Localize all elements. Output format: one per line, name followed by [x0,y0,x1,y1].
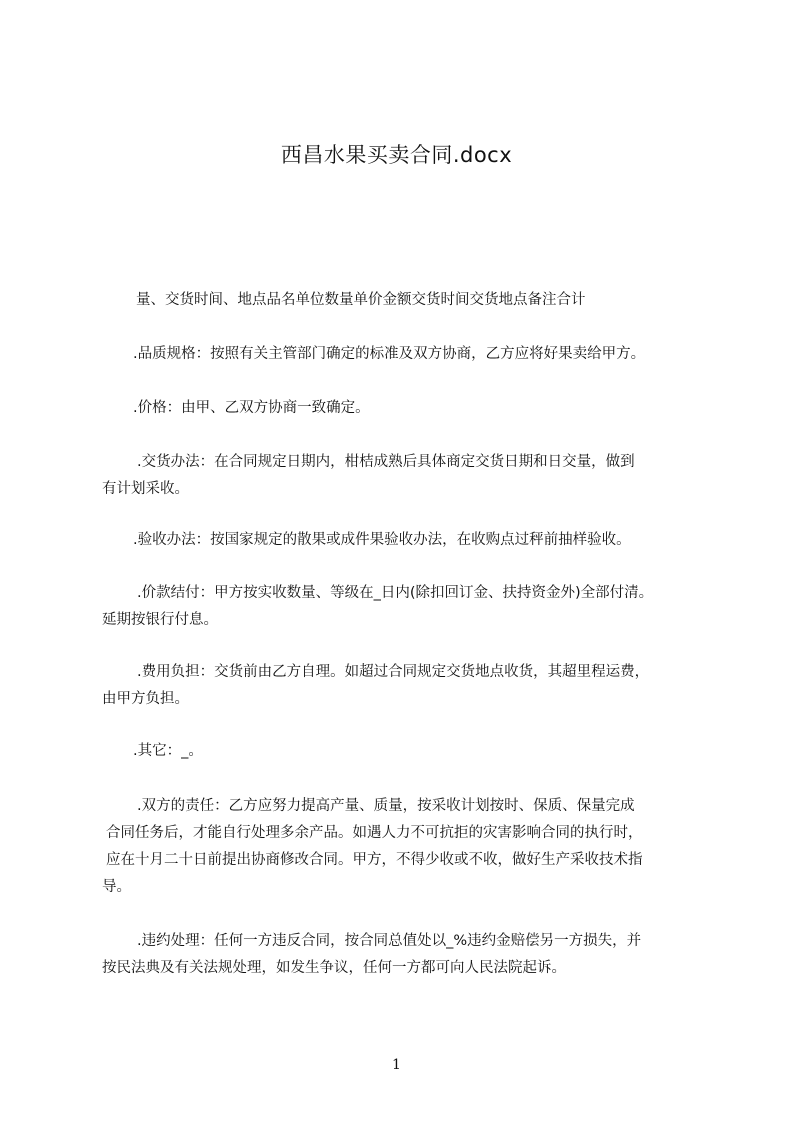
clause-line: .费用负担：交货前由乙方自理。如超过合同规定交货地点收货，其超里程运费， [137,664,650,680]
clause-expenses [102,659,714,713]
clause-line: .其它：_。 [133,743,203,759]
clause-line: .违约处理：任何一方违反合同，按合同总值处以_%违约金赔偿另一方损失，并 [137,933,642,949]
clause-line: 延期按银行付息。 [102,612,218,628]
document-title: 西昌水果买卖合同.docx [280,143,513,167]
clause-line: 由甲方负担。 [102,691,189,707]
clause-line: .验收办法：按国家规定的散果或成件果验收办法，在收购点过秤前抽样验收。 [133,532,631,548]
clause-line: .价格：由甲、乙双方协商一致确定。 [133,400,370,416]
clause-line: 应在十月二十日前提出协商修改合同。甲方，不得少收或不收，做好生产采收技术指 [106,852,643,868]
clause-line: 导。 [102,879,131,895]
page-number: 1 [392,1057,401,1073]
clause-line: .价款结付：甲方按实收数量、等级在_日内(除扣回订金、扶持资金外)全部付清。 [137,585,654,601]
clause-line: 合同任务后，才能自行处理多余产品。如遇人力不可抗拒的灾害影响合同的执行时， [106,825,643,841]
clause-line: .双方的责任：乙方应努力提高产量、质量，按采收计划按时、保质、保量完成 [137,798,635,814]
clause-goods-header [102,287,714,314]
clause-payment [102,580,714,634]
clause-delivery [102,449,714,503]
clause-line: 有计划采收。 [102,481,189,497]
clause-line: .交货办法：在合同规定日期内，柑桔成熟后具体商定交货日期和日交量，做到 [137,454,635,470]
clause-breach [102,928,714,982]
clause-responsibilities [102,793,714,901]
clause-quality [102,341,714,368]
clause-acceptance [102,527,714,554]
clause-price [102,395,714,422]
clause-line: 量、交货时间、地点品名单位数量单价金额交货时间交货地点备注合计 [136,292,586,308]
clause-other [102,738,714,765]
clause-line: .品质规格：按照有关主管部门确定的标准及双方协商，乙方应将好果卖给甲方。 [133,346,646,362]
clause-line: 按民法典及有关法规处理，如发生争议，任何一方都可向人民法院起诉。 [102,960,566,976]
